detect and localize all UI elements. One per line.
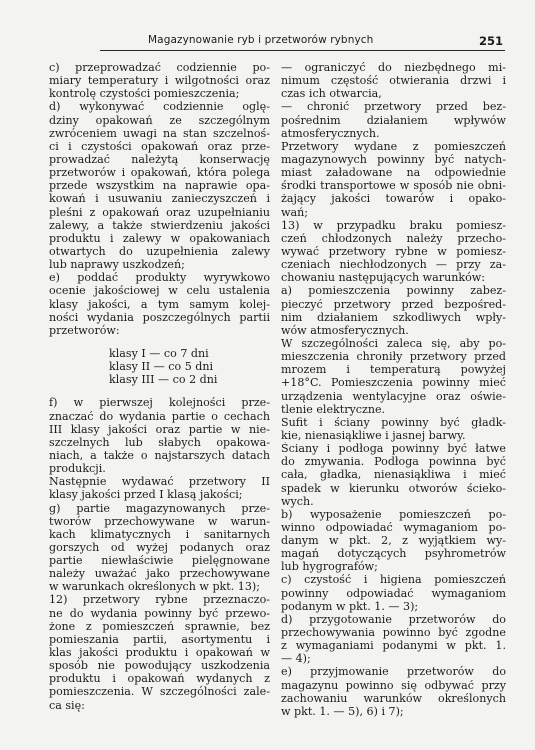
text-line: danym w pkt. 2, z wyjątkiem wy- [281,534,506,548]
text-line: znaczać do wydania partie o cechach [49,409,270,423]
text-line: wywać przetwory rybne w pomiesz- [281,244,506,258]
text-line: kach klimatycznych i sanitarnych [49,527,270,541]
text-line: e) poddać produkty wyrywkowo [49,271,270,285]
text-line: do zmywania. Podłoga powinna być [281,455,506,469]
text-line: lub hygrografów; [281,560,378,574]
text-line: magań dotyczących psyhrometrów [281,547,506,561]
text-line: w pkt. 1. — 5), 6) i 7); [281,704,404,718]
text-line: c) czystość i higiena pomieszczeń [281,573,506,587]
text-line: c) przeprowadzać codziennie po- [49,61,270,74]
text-line: mieszczenia chroniły przetwory przed [281,350,506,364]
text-line: pomieszczenia. W szczególności zale- [49,685,270,699]
text-line: mrozem i temperaturą powyżej [281,363,506,377]
text-line: Przetwory wydane z pomieszczeń [281,139,506,153]
text-line: produktu i zalewy w opakowaniach [49,231,270,245]
text-line: gorszych od wyżej podanych oraz [49,540,270,554]
text-line: ca się: [49,698,85,712]
text-line: f) w pierwszej kolejności prze- [49,396,270,410]
text-line: czas ich otwarcia, [281,87,382,101]
text-line: magazynu powinno się odbywać przy [281,678,506,692]
text-line: ci i czystości opakowań oraz prze- [49,139,270,153]
text-line: partie niewłaściwie pielęgnowane [49,554,270,568]
text-line: Następnie wydawać przetwory II [49,475,270,489]
text-line: b) wyposażenie pomieszczeń po- [281,507,506,521]
text-line: wów atmosferycznych. [281,323,409,337]
text-line: zwróceniem uwagi na stan szczelnoś- [49,126,270,140]
text-line: Ściany i podłoga powinny być łatwe [281,442,506,456]
text-line: ności wydania poszczególnych partii [49,310,270,324]
text-line: klas jakości produktu i opakowań w [49,646,270,660]
left-text-block-a [49,61,270,337]
text-line: d) wykonywać codziennie oglę- [49,100,270,114]
text-line: pieczyć przetwory przed bezpośred- [281,297,506,311]
text-line: +18°C. Pomieszczenia powinny mieć [281,376,506,390]
text-line: żone z pomieszczeń sprawnie, bez [49,619,270,633]
text-line: — ograniczyć do niezbędnego mi- [281,61,506,74]
text-line: lub naprawy uszkodzeń; [49,258,185,272]
page-header [100,34,505,51]
text-line: w warunkach określonych w pkt. 13); [49,580,260,594]
text-line: czeniach niechłodzonych — przy za- [281,258,506,272]
text-line: przetworów: [49,323,120,337]
text-line: produktu i opakowań wydanych z [49,672,270,686]
right-column [281,61,506,718]
text-line: sposób nie powodujący uszkodzenia [49,659,270,673]
text-line: klasy III — co 2 dni [109,373,218,387]
text-line: atmosferycznych. [281,126,380,140]
text-line: g) partie magazynowanych prze- [49,501,270,515]
text-line: winno odpowiadać wymaganiom po- [281,520,506,534]
text-line: przetworów i opakowań, która polega [49,166,270,180]
running-head: Magazynowanie ryb i przetworów rybnych [148,34,374,46]
text-line: — 4); [281,652,311,666]
left-text-block-b [49,396,270,711]
text-line: wych. [281,494,314,508]
text-line: powinny odpowiadać wymaganiom [281,586,506,600]
text-line: żający jakości towarów i opako- [281,192,506,206]
text-line: — chronić przetwory przed bez- [281,100,506,114]
text-line: prowadzać należytą konserwację [49,152,270,166]
text-line: tlenie elektryczne. [281,402,386,416]
text-line: środki transportowe w sposób nie obni- [281,179,506,193]
text-line: klasy II — co 5 dni [109,360,214,374]
text-line: ne do wydania powinny być przewo- [49,606,270,620]
text-line: pośrednim działaniem wpływów [281,113,506,127]
text-line: klasy jakości, a tym samym kolej- [49,297,270,311]
text-line: W szczególności zaleca się, aby po- [281,336,506,350]
text-line: dziny opakowań ze szczególnym [49,113,270,127]
text-line: przede wszystkim na naprawie opa- [49,179,270,193]
text-line: 12) przetwory rybne przeznaczo- [49,593,270,607]
text-line: a) pomieszczenia powinny zabez- [281,284,506,298]
text-line: kowań i usuwaniu zanieczyszczeń i [49,192,270,206]
left-column [49,61,270,712]
page-number: 251 [478,34,503,48]
text-line: niach, a także o najstarszych datach [49,448,270,462]
text-line: ocenie jakościowej w celu ustalenia [49,284,270,298]
class-schedule-list [49,347,270,386]
text-line: otwartych do uzupełnienia zalewy [49,244,270,258]
text-line: kontrolę czystości pomieszczenia; [49,87,240,101]
text-line: podanym w pkt. 1. — 3); [281,599,419,613]
text-line: spadek w kierunku otworów ścieko- [281,481,506,495]
text-line: klasy jakości przed I klasą jakości; [49,488,243,502]
text-line: nim działaniem szkodliwych wpły- [281,310,506,324]
text-line: klasy I — co 7 dni [109,346,209,360]
text-line: Sufit i ściany powinny być gładk- [281,415,506,429]
text-line: chowaniu następujących warunków: [281,271,485,285]
text-line: zalewy, a także stwierdzeniu jakości [49,218,270,232]
text-line: pleśni z opakowań oraz uzupełnianiu [49,205,270,219]
text-line: produkcji. [49,462,106,476]
text-line: kie, nienasiąkliwe i jasnej barwy. [281,428,466,442]
text-line: magazynowych powinny być natych- [281,152,506,166]
text-line: pomieszania partii, asortymentu i [49,632,270,646]
text-line: d) przygotowanie przetworów do [281,612,506,626]
text-line: zachowaniu warunków określonych [281,691,506,705]
text-line: wań; [281,205,308,219]
text-line: czeń chłodzonych należy przecho- [281,231,506,245]
text-line: przechowywania powinno być zgodne [281,626,506,640]
text-line: szczelnych lub słabych opakowa- [49,435,270,449]
text-line: miary temperatury i wilgotności oraz [49,74,270,88]
right-text-block [281,61,506,718]
text-line: III klasy jakości oraz partie w nie- [49,422,270,436]
text-line: tworów przechowywane w warun- [49,514,270,528]
text-line: nimum częstość otwierania drzwi i [281,74,506,88]
text-line: z wymaganiami podanymi w pkt. 1. [281,639,506,653]
text-line: miast załadowane na odpowiednie [281,166,506,180]
text-line: 13) w przypadku braku pomiesz- [281,218,506,232]
text-line: e) przyjmowanie przetworów do [281,665,506,679]
text-line: urządzenia wentylacyjne oraz oświe- [281,389,506,403]
text-line: cała, gładka, nienasiąkliwa i mieć [281,468,506,482]
text-line: należy uważać jako przechowywane [49,567,270,581]
